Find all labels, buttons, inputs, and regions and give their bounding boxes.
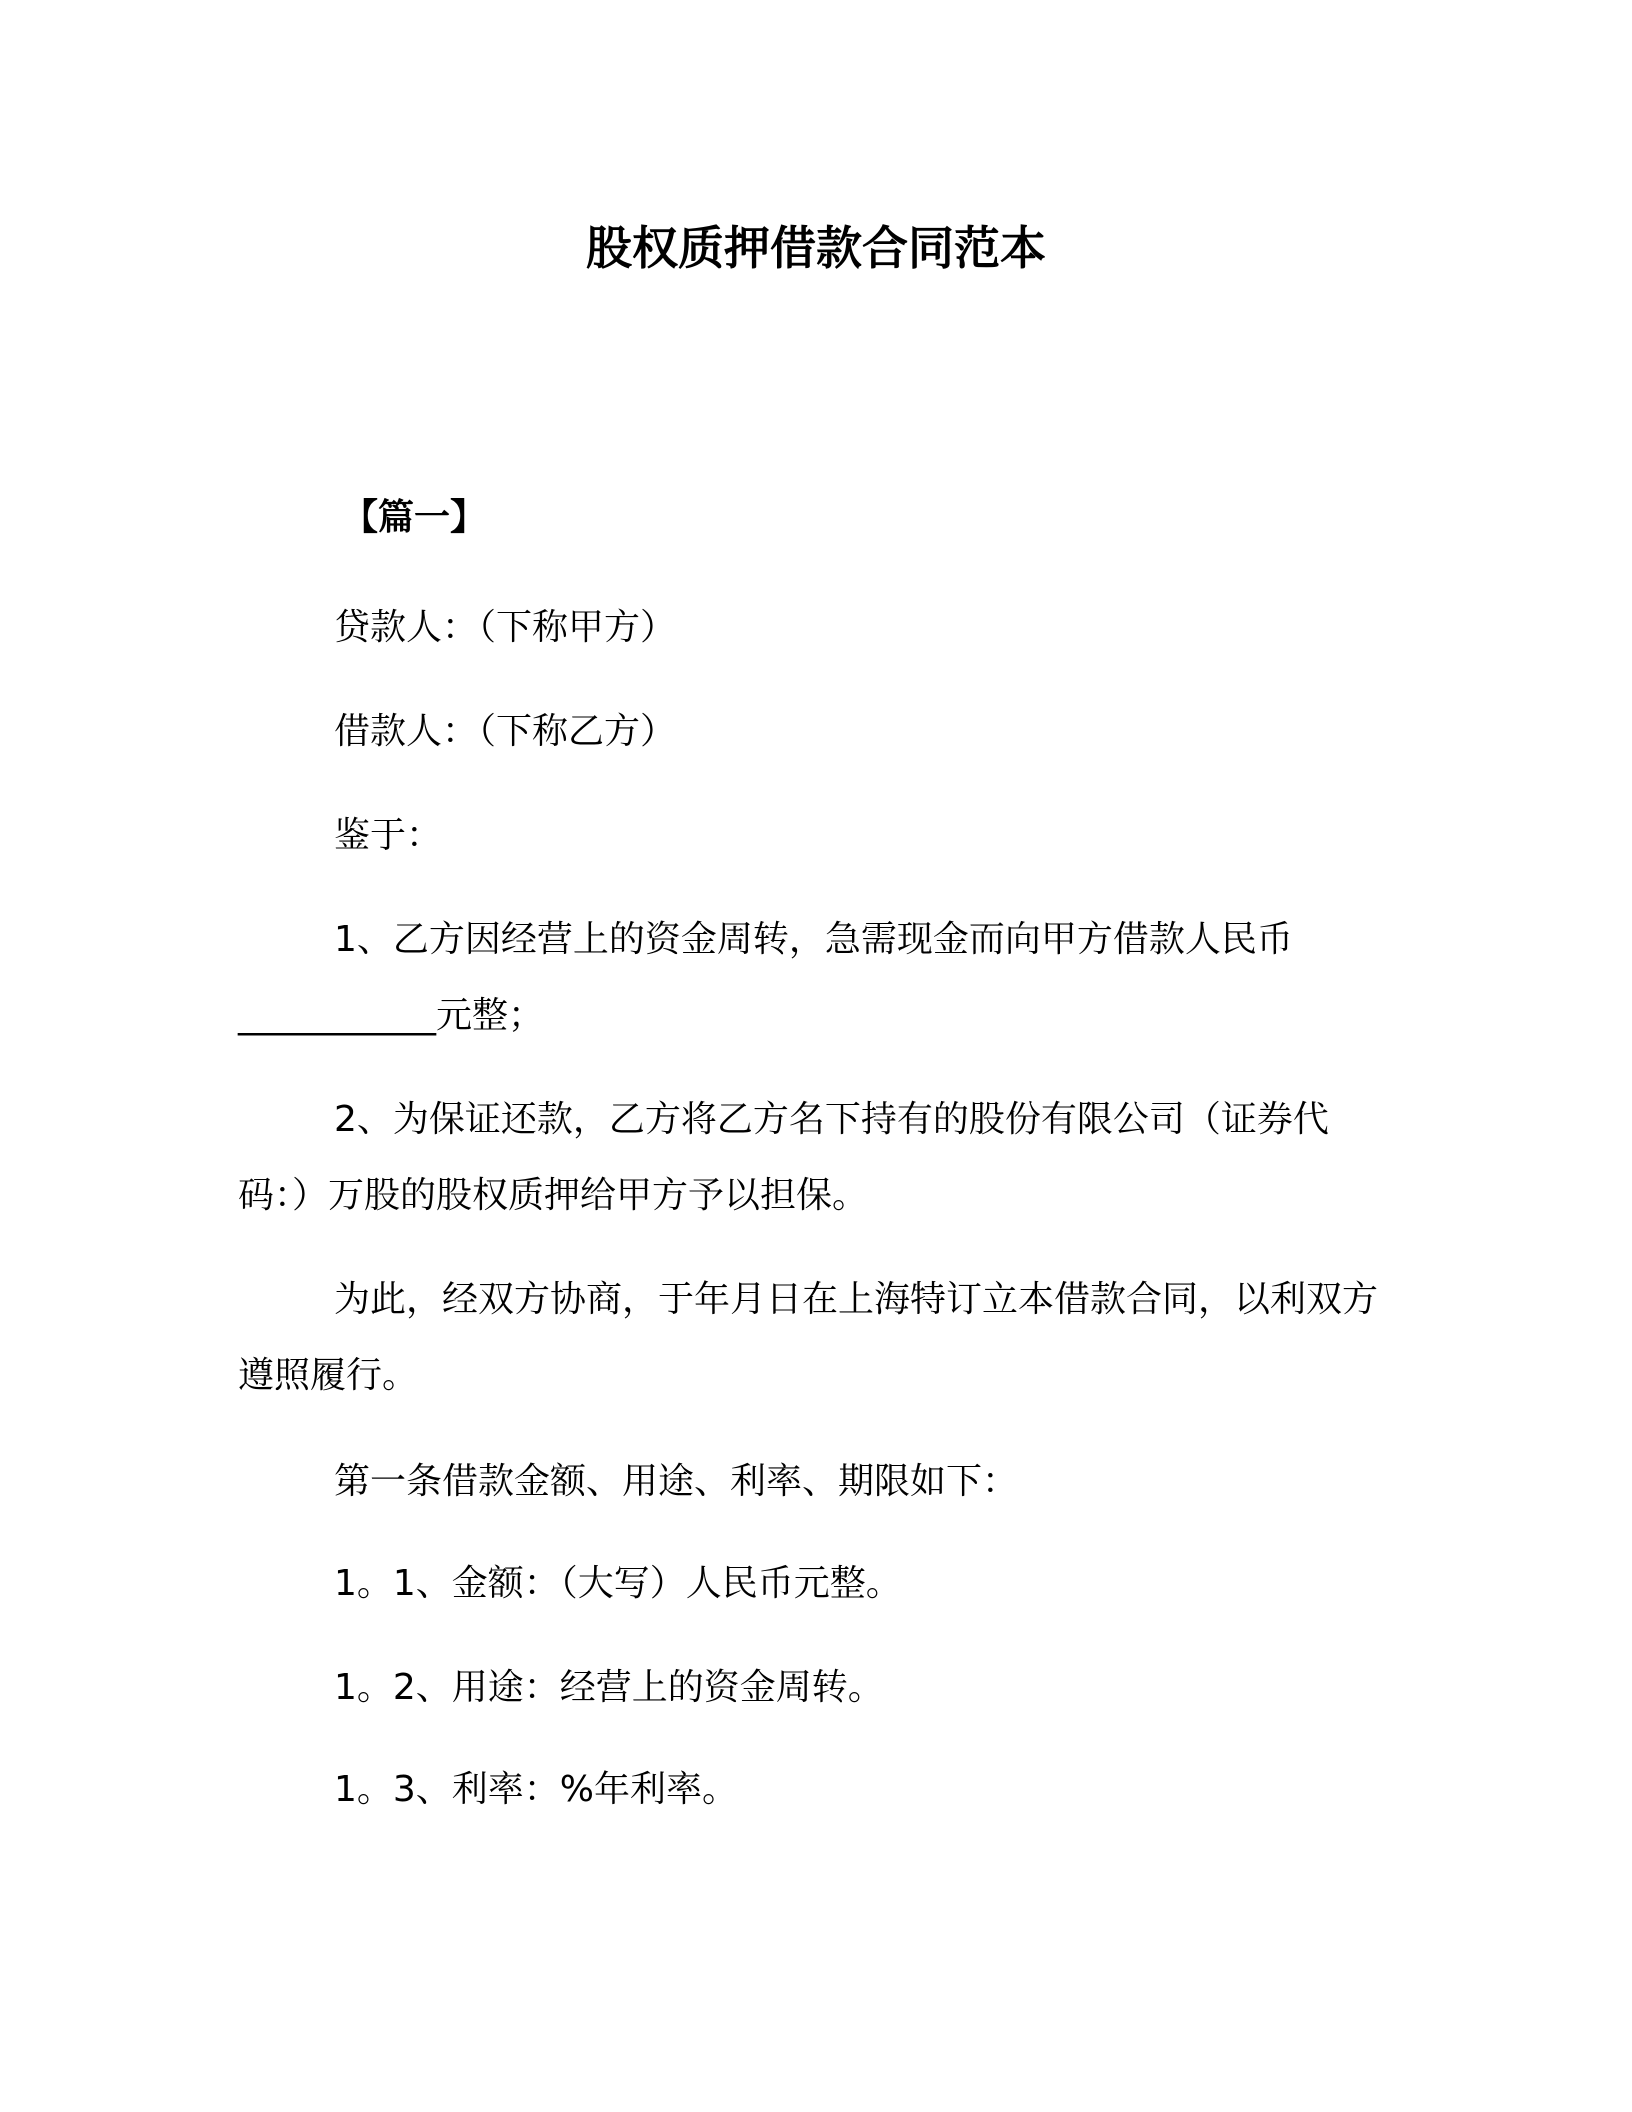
paragraph-agreement: 为此，经双方协商，于年月日在上海特订立本借款合同，以利双方遵照履行。	[238, 1279, 1379, 1396]
paragraph-whereas: 鉴于：	[334, 815, 443, 856]
paragraph-borrower: 借款人：（下称乙方）	[334, 711, 677, 752]
paragraph-lender: 贷款人：（下称甲方）	[334, 607, 677, 648]
paragraph-clause-2: 2、为保证还款，乙方将乙方名下持有的股份有限公司（证券代码：）万股的股权质押给甲方予以担保。	[238, 1099, 1329, 1216]
paragraph-clause-1: 1、乙方因经营上的资金周转，急需现金而向甲方借款人民币___________元整；	[238, 919, 1293, 1036]
paragraph-amount: 1。1、金额：（大写）人民币元整。	[334, 1563, 902, 1604]
section-heading: 【篇一】	[342, 497, 487, 538]
paragraph-purpose: 1。2、用途：经营上的资金周转。	[334, 1667, 884, 1708]
paragraph-article-1: 第一条借款金额、用途、利率、期限如下：	[334, 1461, 1019, 1502]
document-title: 股权质押借款合同范本	[586, 221, 1046, 275]
paragraph-interest-rate: 1。3、利率：%年利率。	[334, 1769, 739, 1810]
